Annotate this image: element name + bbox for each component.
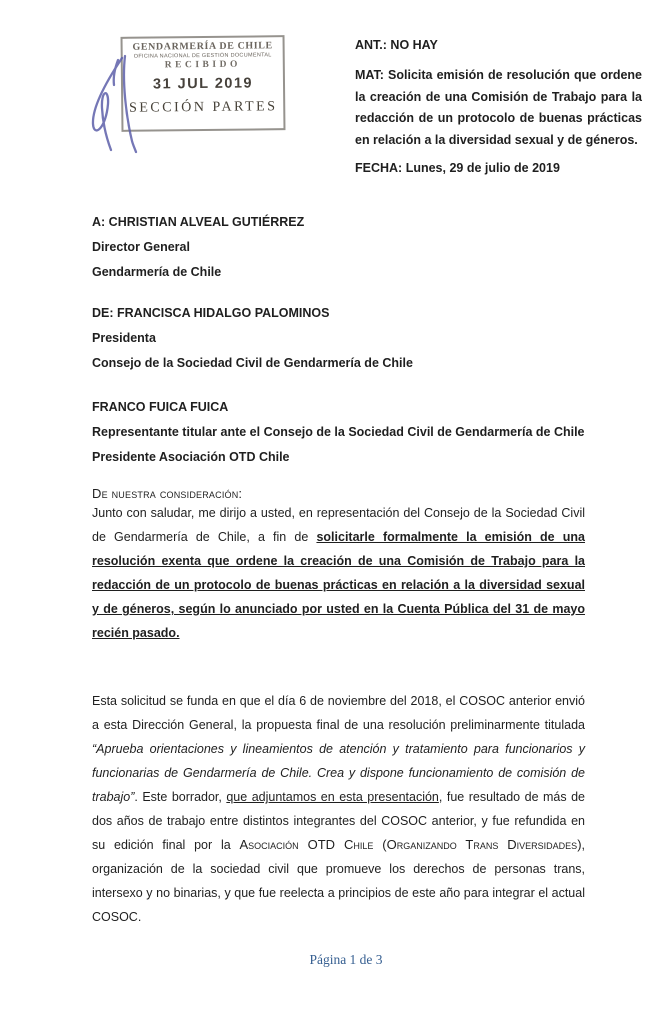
recipient-name: A: CHRISTIAN ALVEAL GUTIÉRREZ xyxy=(92,215,305,229)
cosender-role: Representante titular ante el Consejo de la Sociedad Civil de Gendarmería de Chile xyxy=(92,425,585,439)
body-paragraph-1: Junto con saludar, me dirijo a usted, en representación del Consejo de la Sociedad Civil de Gendarmería de Chile, a fin de solicitarle formalmente la emisión de una resolución exenta que ordene la creación de una Comisión de Trabajo para la redacción de un protocolo de buenas prácticas en relación a la diversidad sexual y de géneros, según lo anunciado por usted en la Cuenta Pública del 31 de mayo recién pasado. xyxy=(92,506,586,640)
subject-line: MAT: Solicita emisión de resolución que ordene la creación de una Comisión de Trabajo para la redacción de un protocolo de buenas prácticas en relación a la diversidad sexual y de géneros. xyxy=(355,68,642,147)
reference-block xyxy=(355,37,642,176)
page-number: Página 1 de 3 xyxy=(309,952,383,967)
cosender-name: FRANCO FUICA FUICA xyxy=(92,400,229,414)
sender-role: Presidenta xyxy=(92,331,156,345)
sender-org: Consejo de la Sociedad Civil de Gendarmería de Chile xyxy=(92,356,413,370)
sender-block xyxy=(92,301,585,376)
cosender-block xyxy=(92,395,585,470)
cosender-role2: Presidente Asociación OTD Chile xyxy=(92,450,290,464)
handwritten-signature-icon xyxy=(72,46,162,166)
stamp-organization: GENDARMERÍA DE CHILE xyxy=(132,40,273,53)
recipient-role: Director General xyxy=(92,240,190,254)
recipient-block xyxy=(92,210,585,285)
sender-name: DE: FRANCISCA HIDALGO PALOMINOS xyxy=(92,306,330,320)
date-line: FECHA: Lunes, 29 de julio de 2019 xyxy=(355,161,560,175)
stamp-section: SECCIÓN PARTES xyxy=(128,99,278,116)
stamp-office: OFICINA NACIONAL DE GESTIÓN DOCUMENTAL xyxy=(133,52,272,60)
salutation: De nuestra consideración: xyxy=(92,486,243,501)
stamp-date: 31 JUL 2019 xyxy=(152,75,254,93)
stamp-received-label: RECIBIDO xyxy=(164,59,241,71)
body-paragraph-2: Esta solicitud se funda en que el día 6 de noviembre del 2018, el COSOC anterior envió a esta Dirección General, la propuesta final de una resolución preliminarmente titulada “Aprueba orientaciones y lineamientos de atención y tratamiento para funcionarios y funcionarias de Gendarmería de Chile. Crea y dispone funcionamiento de comisión de trabajo”. Este borrador, que adjuntamos en esta presentación, fue resultado de más de dos años de trabajo entre distintos integrantes del COSOC anterior, y fue refundida en su edición final por la Asociación OTD Chile (Organizando Trans Diversidades), organización de la sociedad civil que promueve los derechos de personas trans, intersexo y no binarias, y que fue reelecta a principios de este año para integrar el actual COSOC. xyxy=(92,694,586,924)
letter-body xyxy=(92,210,585,929)
antecedent-line: ANT.: NO HAY xyxy=(355,38,438,52)
recipient-org: Gendarmería de Chile xyxy=(92,265,222,279)
